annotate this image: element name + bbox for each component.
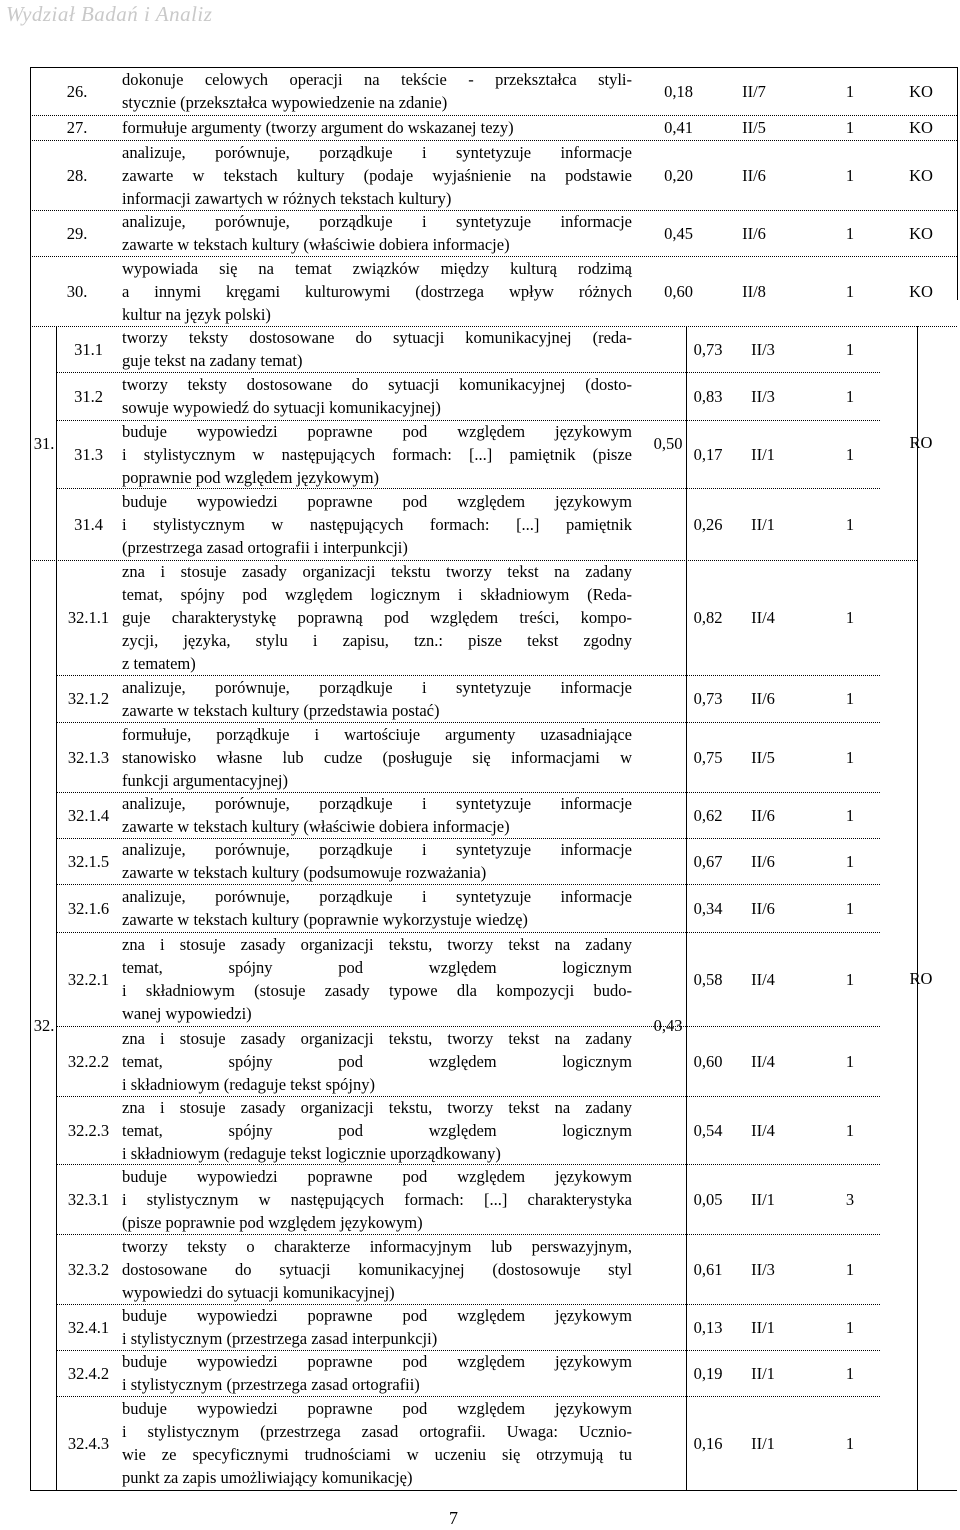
sub-item-number: 31.1 <box>74 339 103 359</box>
description-line: (pisze poprawnie pod względem językowym) <box>122 1212 423 1232</box>
row-divider-dotted <box>30 115 957 116</box>
criterion-description <box>122 676 632 722</box>
item-number: 28. <box>66 165 88 185</box>
requirement-ref: II/6 <box>742 165 766 185</box>
difficulty-value: 0,62 <box>693 805 723 825</box>
max-points: 1 <box>845 339 855 359</box>
max-points: 1 <box>845 1051 855 1071</box>
description-line: i stylistycznym w następujących formach: [...] pamiętnik (pisze <box>122 444 632 464</box>
description-line: sowuje wypowiedź do sytuacji komunikacyjnej) <box>122 398 441 417</box>
row-divider-dotted <box>56 792 880 793</box>
description-line: i składniowym (redaguje tekst logicznie uporządkowany) <box>122 1143 501 1163</box>
row-divider-dotted <box>30 140 957 141</box>
requirement-ref: II/1 <box>751 514 775 534</box>
row-divider-dotted <box>56 838 880 839</box>
description-line: analizuje, porównuje, porządkuje i syntetyzuje informacje <box>122 887 632 906</box>
requirement-ref: II/1 <box>751 1433 775 1453</box>
task-type: KO <box>909 165 933 185</box>
description-line: (przestrzega zasad ortografii i interpunkcji) <box>122 537 408 557</box>
sub-item-number: 31.3 <box>74 444 103 464</box>
description-line: zna i stosuje zasady organizacji tekstu, tworzy tekst na zadany <box>122 1028 632 1048</box>
description-line: zawarte w tekstach kultury (poprawnie wykorzystuje wiedzę) <box>122 910 528 929</box>
column-divider <box>686 560 687 1490</box>
group-number: 31. <box>33 433 55 453</box>
description-line: guje charakterystykę poprawną pod względem treści, kompo- <box>122 608 632 627</box>
description-line: tworzy teksty o charakterze informacyjnym lub perswazyjnym, <box>122 1236 632 1256</box>
criterion-description <box>122 1096 632 1165</box>
difficulty-value: 0,20 <box>664 165 693 185</box>
requirement-ref: II/1 <box>751 1189 775 1209</box>
criterion-description <box>122 885 632 931</box>
description-line: temat, spójny pod względem logicznym <box>122 1051 632 1071</box>
description-line: punkt za zapis umożliwiający komunikację) <box>122 1468 413 1487</box>
requirement-ref: II/6 <box>751 898 775 918</box>
max-points: 3 <box>845 1189 855 1209</box>
difficulty-value: 0,61 <box>693 1259 723 1279</box>
item-number: 27. <box>66 118 88 137</box>
row-divider-dotted <box>56 372 880 373</box>
criterion-description <box>122 1397 632 1489</box>
max-points: 1 <box>845 747 855 767</box>
item-number: 29. <box>66 223 88 243</box>
max-points: 1 <box>845 898 855 918</box>
requirement-ref: II/7 <box>742 81 766 101</box>
description-line: buduje wypowiedzi poprawne pod względem językowym <box>122 1399 632 1418</box>
requirement-ref: II/6 <box>751 805 775 825</box>
criterion-description <box>122 933 632 1025</box>
difficulty-value: 0,67 <box>693 851 723 871</box>
criterion-description <box>122 116 632 139</box>
group-number: 32. <box>33 1015 55 1035</box>
description-line: wanej wypowiedzi) <box>122 1004 252 1023</box>
difficulty-value: 0,54 <box>693 1120 723 1140</box>
task-type: KO <box>909 223 933 243</box>
requirement-ref: II/5 <box>751 747 775 767</box>
max-points: 1 <box>845 165 855 185</box>
requirement-ref: II/4 <box>751 1051 775 1071</box>
description-line: formułuje argumenty (tworzy argument do wskazanej tezy) <box>122 118 514 137</box>
item-number: 30. <box>66 281 88 301</box>
sub-item-number: 32.1.6 <box>67 898 110 918</box>
description-line: tworzy teksty dostosowane do sytuacji komunikacyjnej (dosto- <box>122 375 632 394</box>
max-points: 1 <box>845 1120 855 1140</box>
sub-item-number: 32.4.1 <box>67 1317 110 1337</box>
watermark: Wydział Badań i Analiz <box>6 2 213 26</box>
description-line: buduje wypowiedzi poprawne pod względem językowym <box>122 491 632 511</box>
max-points: 1 <box>845 1259 855 1279</box>
column-divider <box>30 67 31 1490</box>
criterion-description <box>122 490 632 559</box>
description-line: i składniowym (redaguje tekst spójny) <box>122 1074 375 1094</box>
sub-item-number: 32.2.1 <box>67 969 110 989</box>
description-line: zna i stosuje zasady organizacji tekstu, tworzy tekst na zadany <box>122 1097 632 1117</box>
description-line: dokonuje celowych operacji na tekście - przekształca styli- <box>122 70 632 89</box>
description-line: i stylistycznym w następujących formach: [...] pamiętnik <box>122 514 632 534</box>
description-line: wypowiada się na temat związków między kulturą rodzimą <box>122 258 632 278</box>
difficulty-value: 0,60 <box>693 1051 723 1071</box>
difficulty-value: 0,73 <box>693 339 723 359</box>
criterion-description <box>122 792 632 838</box>
description-line: stycznie (przekształca wypowiedzenie na zdanie) <box>122 93 448 112</box>
description-line: analizuje, porównuje, porządkuje i syntetyzuje informacje <box>122 840 632 859</box>
description-line: temat, spójny pod względem logicznym <box>122 958 632 977</box>
row-divider <box>30 1490 957 1491</box>
description-line: analizuje, porównuje, porządkuje i syntetyzuje informacje <box>122 212 632 231</box>
max-points: 1 <box>845 805 855 825</box>
requirement-ref: II/6 <box>751 851 775 871</box>
group-difficulty: 0,50 <box>653 433 683 453</box>
task-type: RO <box>909 968 933 988</box>
row-divider-dotted <box>56 1096 880 1097</box>
difficulty-value: 0,16 <box>693 1433 723 1453</box>
max-points: 1 <box>845 689 855 708</box>
requirement-ref: II/1 <box>751 444 775 464</box>
description-line: funkcji argumentacyjnej) <box>122 770 289 790</box>
difficulty-value: 0,34 <box>693 898 723 918</box>
difficulty-value: 0,13 <box>693 1317 723 1337</box>
requirement-ref: II/1 <box>751 1363 775 1383</box>
task-type: RO <box>909 432 933 452</box>
difficulty-value: 0,18 <box>664 81 693 101</box>
criterion-description <box>122 257 632 326</box>
max-points: 1 <box>845 223 855 243</box>
criterion-description <box>122 1165 632 1234</box>
difficulty-value: 0,19 <box>693 1363 723 1383</box>
description-line: zawarte w tekstach kultury (właściwie dobiera informacje) <box>122 235 510 254</box>
max-points: 1 <box>845 1363 855 1383</box>
criterion-description <box>122 838 632 884</box>
criterion-description <box>122 1350 632 1396</box>
max-points: 1 <box>845 1317 855 1337</box>
sub-item-number: 32.1.4 <box>67 805 110 825</box>
description-line: a innymi kręgami kulturowymi (dostrzega wpływ różnych <box>122 281 632 301</box>
difficulty-value: 0,45 <box>664 223 693 243</box>
difficulty-value: 0,26 <box>693 514 723 534</box>
description-line: stanowisko własne lub cudze (posługuje się informacjami w <box>122 747 632 767</box>
description-line: poprawnie pod względem językowym) <box>122 467 380 487</box>
sub-item-number: 32.2.3 <box>67 1120 110 1140</box>
row-divider-dotted <box>56 1396 880 1397</box>
criterion-description <box>122 373 632 419</box>
description-line: i składniowym (stosuje zasady typowe dla kompozycji budo- <box>122 981 632 1000</box>
requirement-ref: II/4 <box>751 608 775 627</box>
max-points: 1 <box>845 608 855 627</box>
sub-item-number: 31.4 <box>74 514 103 534</box>
criterion-description <box>122 1235 632 1304</box>
criterion-description <box>122 141 632 210</box>
description-line: analizuje, porównuje, porządkuje i syntetyzuje informacje <box>122 142 632 162</box>
sub-item-number: 32.4.3 <box>67 1433 110 1453</box>
difficulty-value: 0,58 <box>693 969 723 989</box>
description-line: i stylistycznym (przestrzega zasad ortografii. Uwaga: Ucznio- <box>122 1422 632 1441</box>
criterion-description <box>122 723 632 792</box>
row-divider-dotted <box>56 1350 880 1351</box>
column-divider <box>917 560 918 1490</box>
sub-item-number: 32.1.1 <box>67 608 110 627</box>
row-divider-dotted <box>56 722 880 723</box>
requirement-ref: II/3 <box>751 386 775 406</box>
criterion-description <box>122 560 632 675</box>
sub-item-number: 32.1.2 <box>67 689 110 708</box>
criterion-description <box>122 1304 632 1350</box>
description-line: buduje wypowiedzi poprawne pod względem językowym <box>122 1306 632 1325</box>
description-line: zna i stosuje zasady organizacji tekstu tworzy tekst na zadany <box>122 562 632 581</box>
sub-item-number: 31.2 <box>74 386 103 406</box>
difficulty-value: 0,75 <box>693 747 723 767</box>
description-line: analizuje, porównuje, porządkuje i syntetyzuje informacje <box>122 794 632 813</box>
difficulty-value: 0,41 <box>664 118 693 137</box>
difficulty-value: 0,83 <box>693 386 723 406</box>
max-points: 1 <box>845 118 855 137</box>
row-divider-dotted <box>56 1234 880 1235</box>
criterion-description <box>122 68 632 114</box>
row-divider-dotted <box>56 488 880 489</box>
column-divider <box>957 67 958 300</box>
description-line: i stylistycznym (przestrzega zasad ortografii) <box>122 1375 420 1394</box>
requirement-ref: II/6 <box>751 689 775 708</box>
max-points: 1 <box>845 281 855 301</box>
description-line: analizuje, porównuje, porządkuje i syntetyzuje informacje <box>122 677 632 697</box>
task-type: KO <box>909 81 933 101</box>
description-line: tworzy teksty dostosowane do sytuacji komunikacyjnej (reda- <box>122 328 632 347</box>
requirement-ref: II/3 <box>751 339 775 359</box>
description-line: i stylistycznym (przestrzega zasad interpunkcji) <box>122 1329 438 1348</box>
description-line: wie ze specyficznymi trudnościami w uczeniu się otrzymują tu <box>122 1445 632 1464</box>
description-line: zawarte w tekstach kultury (podsumowuje rozważania) <box>122 863 487 882</box>
max-points: 1 <box>845 386 855 406</box>
page-number: 7 <box>449 1508 458 1528</box>
criterion-description <box>122 210 632 256</box>
difficulty-value: 0,17 <box>693 444 723 464</box>
max-points: 1 <box>845 1433 855 1453</box>
task-type: KO <box>909 281 933 301</box>
description-line: kultur na język polski) <box>122 304 271 324</box>
description-line: zna i stosuje zasady organizacji tekstu, tworzy tekst na zadany <box>122 935 632 954</box>
sub-item-number: 32.3.2 <box>67 1259 110 1279</box>
requirement-ref: II/5 <box>742 118 766 137</box>
description-line: i stylistycznym w następujących formach: [...] charakterystyka <box>122 1189 632 1209</box>
requirement-ref: II/3 <box>751 1259 775 1279</box>
difficulty-value: 0,82 <box>693 608 723 627</box>
criterion-description <box>122 326 632 372</box>
task-type: KO <box>909 118 933 137</box>
sub-item-number: 32.1.3 <box>67 747 110 767</box>
criterion-description <box>122 420 632 489</box>
description-line: formułuje, porządkuje i wartościuje argumenty uzasadniające <box>122 724 632 744</box>
max-points: 1 <box>845 81 855 101</box>
sub-item-number: 32.4.2 <box>67 1363 110 1383</box>
difficulty-value: 0,60 <box>664 281 693 301</box>
row-divider-dotted <box>56 884 880 885</box>
sub-item-number: 32.3.1 <box>67 1189 110 1209</box>
description-line: buduje wypowiedzi poprawne pod względem językowym <box>122 1352 632 1371</box>
description-line: zawarte w tekstach kultury (przedstawia postać) <box>122 700 440 720</box>
requirement-ref: II/4 <box>751 969 775 989</box>
row-divider-dotted <box>56 932 880 933</box>
criterion-description <box>122 1027 632 1096</box>
column-divider <box>686 326 687 560</box>
description-line: wypowiedzi do sytuacji komunikacyjnej) <box>122 1282 395 1302</box>
sub-item-number: 32.1.5 <box>67 851 110 871</box>
max-points: 1 <box>845 444 855 464</box>
row-divider-dotted <box>30 256 957 257</box>
row-divider-dotted <box>56 1026 880 1027</box>
description-line: guje tekst na zadany temat) <box>122 351 303 370</box>
row-divider-dotted <box>56 420 880 421</box>
requirement-ref: II/4 <box>751 1120 775 1140</box>
description-line: z tematem) <box>122 654 196 673</box>
row-divider-dotted <box>56 1164 880 1165</box>
row-divider-dotted <box>56 675 880 676</box>
row-divider-dotted <box>30 210 957 211</box>
requirement-ref: II/8 <box>742 281 766 301</box>
column-divider <box>917 326 918 560</box>
description-line: buduje wypowiedzi poprawne pod względem językowym <box>122 421 632 441</box>
max-points: 1 <box>845 514 855 534</box>
difficulty-value: 0,05 <box>693 1189 723 1209</box>
description-line: buduje wypowiedzi poprawne pod względem językowym <box>122 1166 632 1186</box>
description-line: temat, spójny pod względem logicznym i składniowym (Reda- <box>122 585 632 604</box>
description-line: zawarte w tekstach kultury (właściwie dobiera informacje) <box>122 817 510 836</box>
requirement-ref: II/6 <box>742 223 766 243</box>
max-points: 1 <box>845 969 855 989</box>
group-difficulty: 0,43 <box>653 1015 683 1035</box>
item-number: 26. <box>66 81 88 101</box>
row-divider-dotted <box>56 1304 880 1305</box>
description-line: temat, spójny pod względem logicznym <box>122 1120 632 1140</box>
description-line: dostosowane do sytuacji komunikacyjnej (dostosowuje styl <box>122 1259 632 1279</box>
difficulty-value: 0,73 <box>693 689 723 708</box>
description-line: informacji zawartych w różnych tekstach kultury) <box>122 188 452 208</box>
description-line: zawarte w tekstach kultury (podaje wyjaśnienie na podstawie <box>122 165 632 185</box>
sub-item-number: 32.2.2 <box>67 1051 110 1071</box>
description-line: zycji, języka, stylu i zapisu, tzn.: pisze tekst zgodny <box>122 631 632 650</box>
max-points: 1 <box>845 851 855 871</box>
requirement-ref: II/1 <box>751 1317 775 1337</box>
